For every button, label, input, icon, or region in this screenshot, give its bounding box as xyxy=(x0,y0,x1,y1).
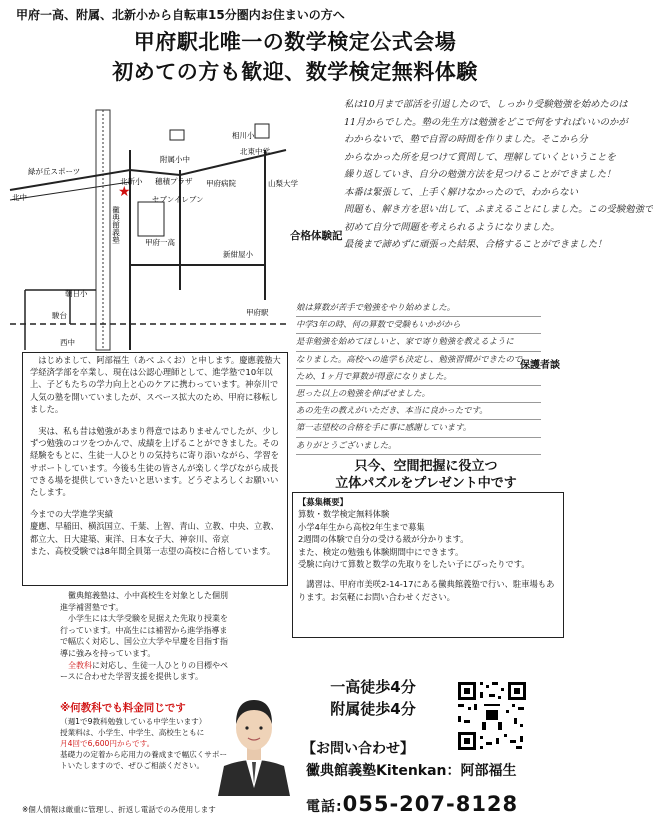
lower-info xyxy=(60,590,230,683)
headline-2: 初めての方も歓迎、数学検定無料体験 xyxy=(112,60,478,84)
access-map xyxy=(10,110,298,350)
map-label: 甲府病院 xyxy=(206,179,236,188)
red-highlight: 全教科 xyxy=(68,660,92,670)
hand-line: なりました。高校への進学も決定し、勉強習慣ができたので xyxy=(296,352,541,369)
price-line: （週1で9教科勉強している中学生います） xyxy=(60,717,207,726)
hand-line: 本番は緊張して、上手く解けなかったので、わからない xyxy=(344,186,579,198)
map-label: セブンイレブン xyxy=(152,195,204,204)
map-label: 附属小中 xyxy=(160,155,190,164)
hand-line: 是非勉強を始めてほしいと、家で寄り勉強を教えるように xyxy=(296,334,541,351)
hand-line: 第一志望校の合格を手に事に感謝しています。 xyxy=(296,420,541,437)
map-label: 西中 xyxy=(60,338,75,347)
intro-paragraph: 実は、私も昔は勉強があまり得意ではありませんでしたが、少しずつ勉強のコツをつかんで、成績を上げることができました。その経験をもとに、生徒一人ひとりの気持ちに寄り添いながら、学習をサポートしています。今後も生徒の皆さんが楽しく学びながら成長できる場を提供していきたいと思います。どうぞよろしくお願いいたします。 xyxy=(30,426,279,498)
recruit-line: 算数・数学検定無料体験 xyxy=(298,509,390,520)
map-label: 北新小 xyxy=(120,177,143,186)
recruit-line: 受験に向けて算数と数学の先取りをしたい子にぴったりです。 xyxy=(298,559,530,570)
hand-line: 問題も、解き方を思い出して、ふまえることにしました。この受験勉強で xyxy=(344,204,653,215)
map-label: 山梨大学 xyxy=(268,179,298,188)
map-label: 北東中学 xyxy=(240,147,270,156)
hand-line: ため、1ヶ月で算数が得意になりました。 xyxy=(296,369,541,386)
recruit-line: 講習は、甲府市美咲2-14-17にある黴典館義塾で行い、駐車場もあります。お気軽にお問い合わせください。 xyxy=(298,579,555,602)
privacy-note: ※個人情報は厳重に管理し、折返し電話でのみ使用します xyxy=(22,805,216,814)
hand-line: 最後まで諦めずに頑張った結果、合格することができました！ xyxy=(344,239,607,250)
map-label-school: 黴典館義塾 xyxy=(111,206,121,244)
walk-info xyxy=(298,676,448,720)
price-line: 授業料は、小学生、中学生、高校生ともに xyxy=(60,728,205,737)
recruit-line: また、検定の勉強も体験期間中にできます。 xyxy=(298,546,464,557)
hand-line: からなかった所を見つけて質問して、理解していくということを xyxy=(344,151,616,163)
recruit-header: 【募集概要】 xyxy=(298,497,348,507)
spacer xyxy=(298,570,558,578)
map-label: 相川小 xyxy=(232,131,255,140)
lower-line: 全教科に対応し、生徒一人ひとりの目標やペースに合わせた学習支援を提供します。 xyxy=(60,660,228,682)
phone[interactable] xyxy=(306,792,518,816)
puzzle-line-1: 只今、空間把握に役立つ xyxy=(354,459,498,474)
school-star-icon: ★ xyxy=(118,184,131,200)
hand-line: 娘は算数が苦手で勉強をやり始めました。 xyxy=(296,300,541,317)
pass-story-label: 合格体験記 xyxy=(290,230,343,242)
hand-line: 初めて自分で問題を考えられるようになりました。 xyxy=(344,221,560,233)
walk-line-2: 附属徒歩4分 xyxy=(330,700,416,718)
price-info xyxy=(60,716,232,771)
map-label: 緑が丘スポーツ xyxy=(28,167,81,176)
intro-paragraph: はじめまして、阿部福生（あべ ふくお）と申します。慶應義塾大学経済学部を卒業し、現在は公認心理師として、進学塾で10年以上、子どもたちの学力向上と心のケアに携わっています。神奈川で人気の塾を開いていましたが、スペース拡大のため、甲府に移転しました。 xyxy=(30,355,281,414)
qr-code[interactable] xyxy=(456,680,528,752)
recruit-line: 小学4年生から高校2年生まで募集 xyxy=(298,521,425,532)
hand-line: 繰り返していき、自分の勉強方法を見つけることができました！ xyxy=(344,169,616,180)
parent-story-label: 保護者談 xyxy=(520,360,560,371)
map-label: 朝日小 xyxy=(65,289,88,298)
hand-line: ありがとうございました。 xyxy=(296,438,541,455)
price-title: ※何教科でも料金同じです xyxy=(60,702,186,714)
intro-results: 今までの大学進学実績 慶應、早稲田、横浜国立、千葉、上智、青山、立教、中央、立教、都立大、日大建築、東洋、日本女子大、神奈川、帝京 また、高校受験では8年間全員第一志望の高校に合格しています。 xyxy=(30,509,279,556)
lower-line: 小学生には大学受験を見据えた先取り授業を行っています。中高生には補習から進学指導まで幅広く対応し、国公立大学や早慶を目指す指導に強みを持っています。 xyxy=(60,614,228,658)
recruit-box xyxy=(292,492,564,638)
lower-line: 黴典館義塾は、小中高校生を対象とした個別進学補習塾です。 xyxy=(60,591,228,612)
map-label: 甲府一高 xyxy=(145,238,175,247)
phone-label: 電話: xyxy=(306,799,343,815)
contact-header: 【お問い合わせ】 xyxy=(302,741,414,757)
recruit-line: 2週間の体験で自分の受ける級が分かります。 xyxy=(298,534,469,545)
map-label: 駿台 xyxy=(52,311,67,320)
hand-line: 中学3年の時、何の算数で受験もいかがから xyxy=(296,317,541,334)
walk-line-1: 一高徒歩4分 xyxy=(330,678,416,696)
handwritten-pass-story xyxy=(344,96,653,290)
map-label: 新紺屋小 xyxy=(223,250,253,259)
teacher-photo xyxy=(214,688,294,796)
puzzle-promo xyxy=(296,458,556,492)
headline-1: 甲府駅北唯一の数学検定公式会場 xyxy=(133,30,457,54)
hand-line: わからないで、塾で自習の時間を作りました。そこから分 xyxy=(344,134,588,145)
puzzle-line-2: 立体パズルをプレゼント中です xyxy=(335,476,517,491)
price-line: 基礎力の定着から応用力の養成まで幅広くサポートいたしますので、ぜひご相談ください。 xyxy=(60,750,228,770)
price-line-red: 月4回で6,600円からです。 xyxy=(60,739,155,748)
map-label: 北中 xyxy=(12,193,27,202)
contact-name: 黴典館義塾Kitenkan：阿部福生 xyxy=(306,763,517,779)
phone-number[interactable]: 055-207-8128 xyxy=(342,792,519,816)
intro-text xyxy=(30,354,284,567)
hand-line: 11月からでした。塾の先生方は勉強をどこで何をすればいいのかが xyxy=(344,116,628,128)
handwritten-parent-story xyxy=(296,300,541,456)
map-label: 甲府駅 xyxy=(246,308,269,317)
hand-line: あの先生の教えがいただき、本当に良かったです。 xyxy=(296,403,541,420)
map-label: 穂積プラザ xyxy=(155,177,193,186)
map-svg xyxy=(10,110,298,350)
hand-line: 私は10月まで部活を引退したので、しっかり受験勉強を始めたのは xyxy=(344,99,628,110)
hand-line: 思った以上の勉強を伸ばせました。 xyxy=(296,386,541,403)
top-note: 甲府一高、附属、北新小から自転車15分圏内お住まいの方へ xyxy=(16,8,345,22)
